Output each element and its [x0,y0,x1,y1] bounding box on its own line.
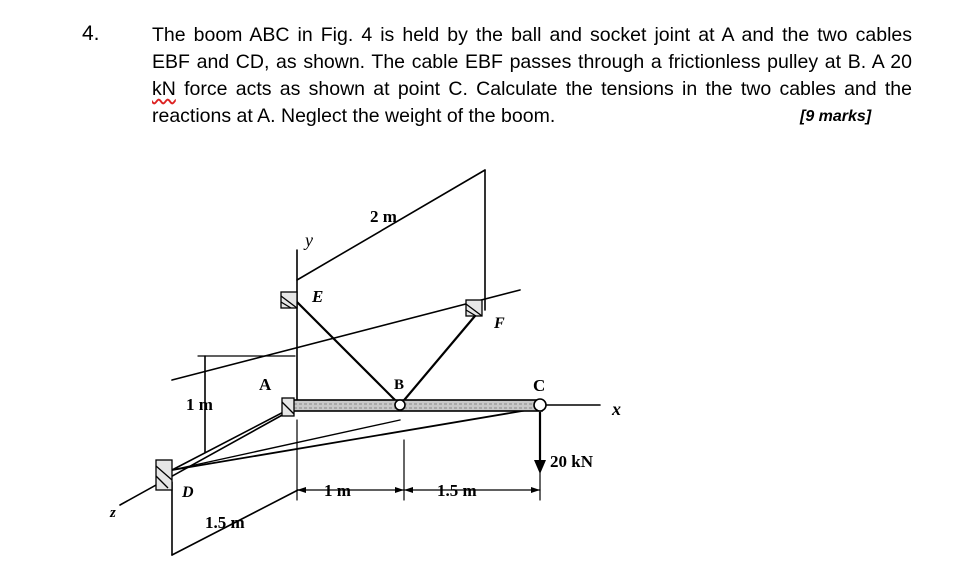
label-load: 20 kN [550,452,593,471]
d-b-line [172,420,400,470]
z-axis-line [120,408,295,505]
label-x-axis: x [612,399,621,419]
label-top-span: 2 m [370,207,397,226]
label-point-f: F [494,315,505,332]
question-line-1: The boom ABC in Fig. 4 is held by the ball and socket joint at A and the two cables [152,24,912,46]
support-d [156,460,172,490]
kn-word: kN [152,78,176,100]
label-bc-length: 1.5 m [437,481,477,500]
question-line-2: EBF and CD, as shown. The cable EBF passes through a frictionless pulley at B. A 20 [152,51,912,73]
label-y-axis: y [305,230,313,250]
label-point-b: B [394,377,405,393]
question-line-3-rest: force acts as shown at point C. Calculate the tensions in the two cables and the [175,78,912,100]
label-point-d: D [182,484,194,501]
question-number: 4. [82,22,100,45]
label-ab-length: 1 m [324,481,351,500]
cable-cd [172,408,540,470]
support-a [282,398,294,416]
label-point-a: A [259,375,272,394]
marks-label: [9 marks] [800,108,872,125]
label-point-c: C [533,376,546,395]
boom-abc [292,399,546,411]
question-line-4: reactions at A. Neglect the weight of the boom. [152,105,556,127]
load-arrow [534,412,546,474]
label-point-e: E [312,287,324,306]
label-depth: 1.5 m [205,513,245,532]
label-height: 1 m [186,395,213,414]
cable-eb [297,302,400,405]
label-z-axis: z [110,505,116,521]
cable-bf [400,310,480,405]
